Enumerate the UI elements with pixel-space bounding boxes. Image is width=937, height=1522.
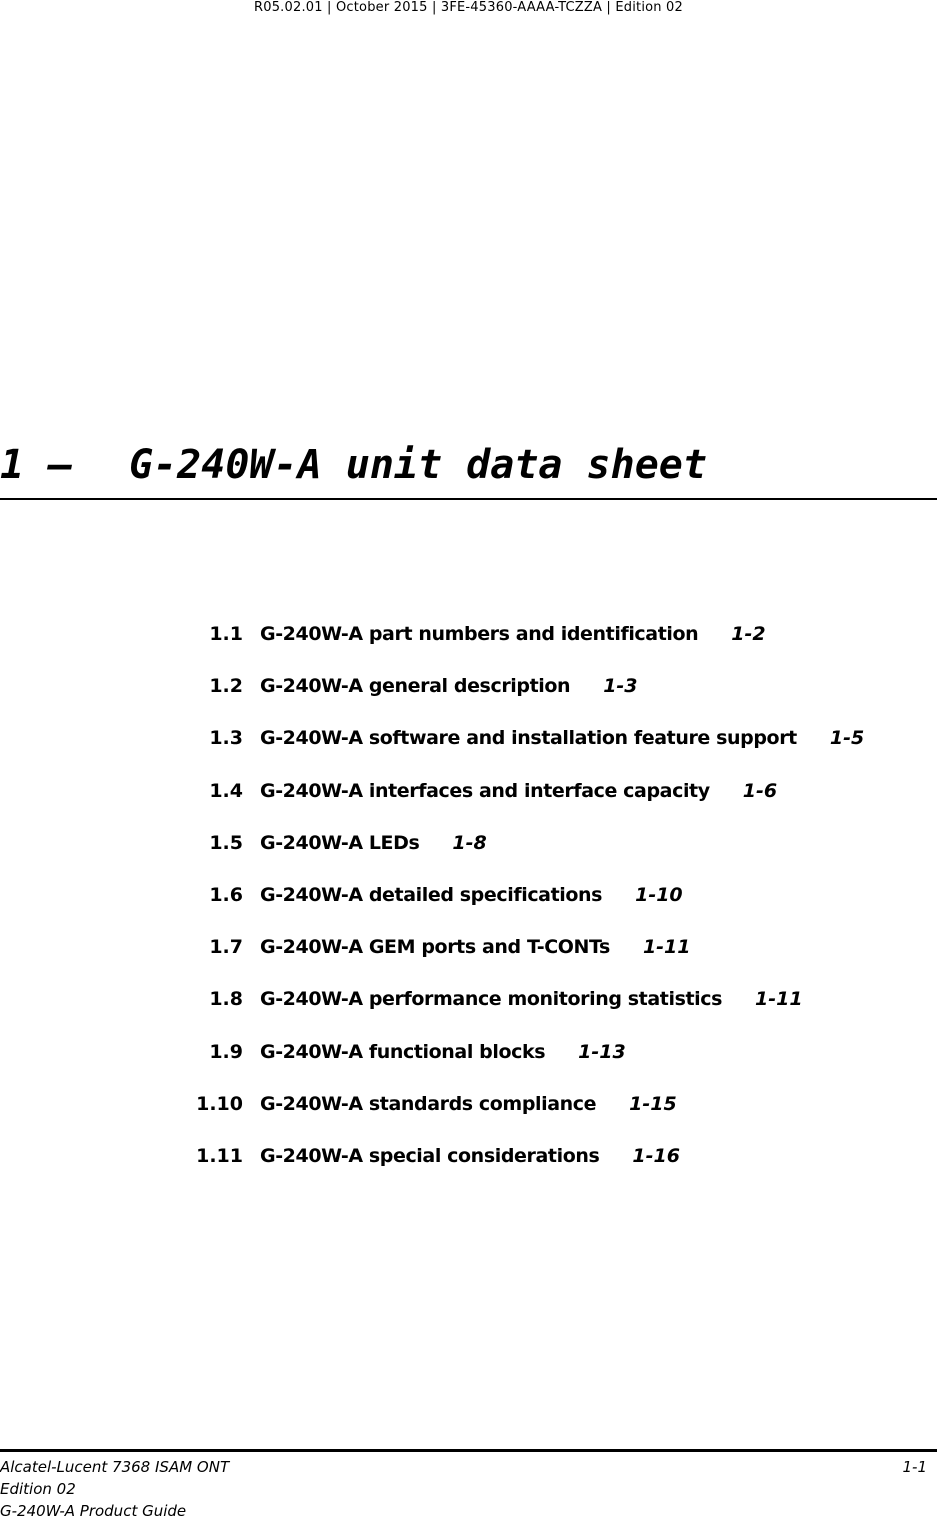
toc-entry[interactable] <box>0 723 937 775</box>
toc-entry-number: 1.11 <box>196 1144 243 1167</box>
toc-entry-number: 1.8 <box>209 988 243 1011</box>
toc-entry[interactable] <box>0 671 937 723</box>
toc-entry-title: G-240W-A GEM ports and T-CONTs <box>260 936 610 959</box>
toc-entry-page: 1-13 <box>578 1040 626 1063</box>
toc-entry-title: G-240W-A special considerations <box>260 1144 600 1167</box>
toc-entry-title: G-240W-A LEDs <box>260 831 420 854</box>
toc-entry-title: G-240W-A software and installation feature support <box>260 727 797 750</box>
toc-entry-number: 1.3 <box>209 727 243 750</box>
toc-entry-title: G-240W-A functional blocks <box>260 1040 546 1063</box>
footer-divider <box>0 1449 937 1452</box>
toc-entry-number: 1.7 <box>209 936 243 959</box>
toc-entry-number: 1.6 <box>209 883 243 906</box>
footer-product-name: Alcatel-Lucent 7368 ISAM ONT <box>0 1458 230 1476</box>
toc-entry[interactable] <box>0 1037 937 1089</box>
toc-entry-page: 1-2 <box>731 623 766 645</box>
toc-entry-title: G-240W-A part numbers and identification <box>260 623 699 645</box>
chapter-number: 1 — <box>0 442 73 488</box>
toc-entry-title: G-240W-A detailed specifications <box>260 883 603 906</box>
toc-entry-number: 1.10 <box>196 1092 243 1115</box>
toc-entry-number: 1.5 <box>209 831 243 854</box>
running-header: R05.02.01 | October 2015 | 3FE-45360-AAAA-TCZZA | Edition 02 <box>254 0 683 15</box>
toc-entry-number: 1.9 <box>209 1040 243 1063</box>
toc-entry-title: G-240W-A general description <box>260 675 571 698</box>
toc-entry-page: 1-10 <box>635 883 683 906</box>
toc-entry-page: 1-5 <box>829 727 865 750</box>
toc-entry[interactable] <box>0 932 937 984</box>
chapter-title: G-240W-A unit data sheet <box>129 442 707 488</box>
toc-entry-page: 1-15 <box>629 1092 677 1115</box>
toc-entry[interactable] <box>0 828 937 880</box>
footer-guide-title: G-240W-A Product Guide <box>0 1502 187 1520</box>
toc-entry-title: G-240W-A interfaces and interface capacity <box>260 779 710 802</box>
toc-entry-title: G-240W-A performance monitoring statistics <box>260 988 723 1011</box>
page-footer <box>0 1456 937 1522</box>
footer-page-number: 1-1 <box>902 1458 927 1476</box>
toc-entry[interactable] <box>0 880 937 932</box>
toc-entry-page: 1-11 <box>642 936 691 959</box>
toc-entry[interactable] <box>0 1089 937 1141</box>
toc-entry-title: G-240W-A standards compliance <box>260 1092 597 1115</box>
chapter-heading <box>0 440 937 500</box>
toc-entry-page: 1-3 <box>603 675 638 698</box>
toc-entry[interactable] <box>0 619 937 671</box>
footer-edition: Edition 02 <box>0 1480 76 1498</box>
toc-entry[interactable] <box>0 776 937 828</box>
toc-entry-number: 1.1 <box>209 623 243 645</box>
toc-entry[interactable] <box>0 1141 937 1193</box>
toc-entry[interactable] <box>0 984 937 1036</box>
toc-entry-number: 1.4 <box>209 779 243 802</box>
chapter-table-of-contents <box>0 619 937 1193</box>
toc-entry-page: 1-6 <box>742 779 778 802</box>
toc-entry-page: 1-16 <box>632 1144 680 1167</box>
toc-entry-page: 1-8 <box>452 831 487 854</box>
toc-entry-page: 1-11 <box>755 988 803 1011</box>
toc-entry-number: 1.2 <box>209 675 243 698</box>
